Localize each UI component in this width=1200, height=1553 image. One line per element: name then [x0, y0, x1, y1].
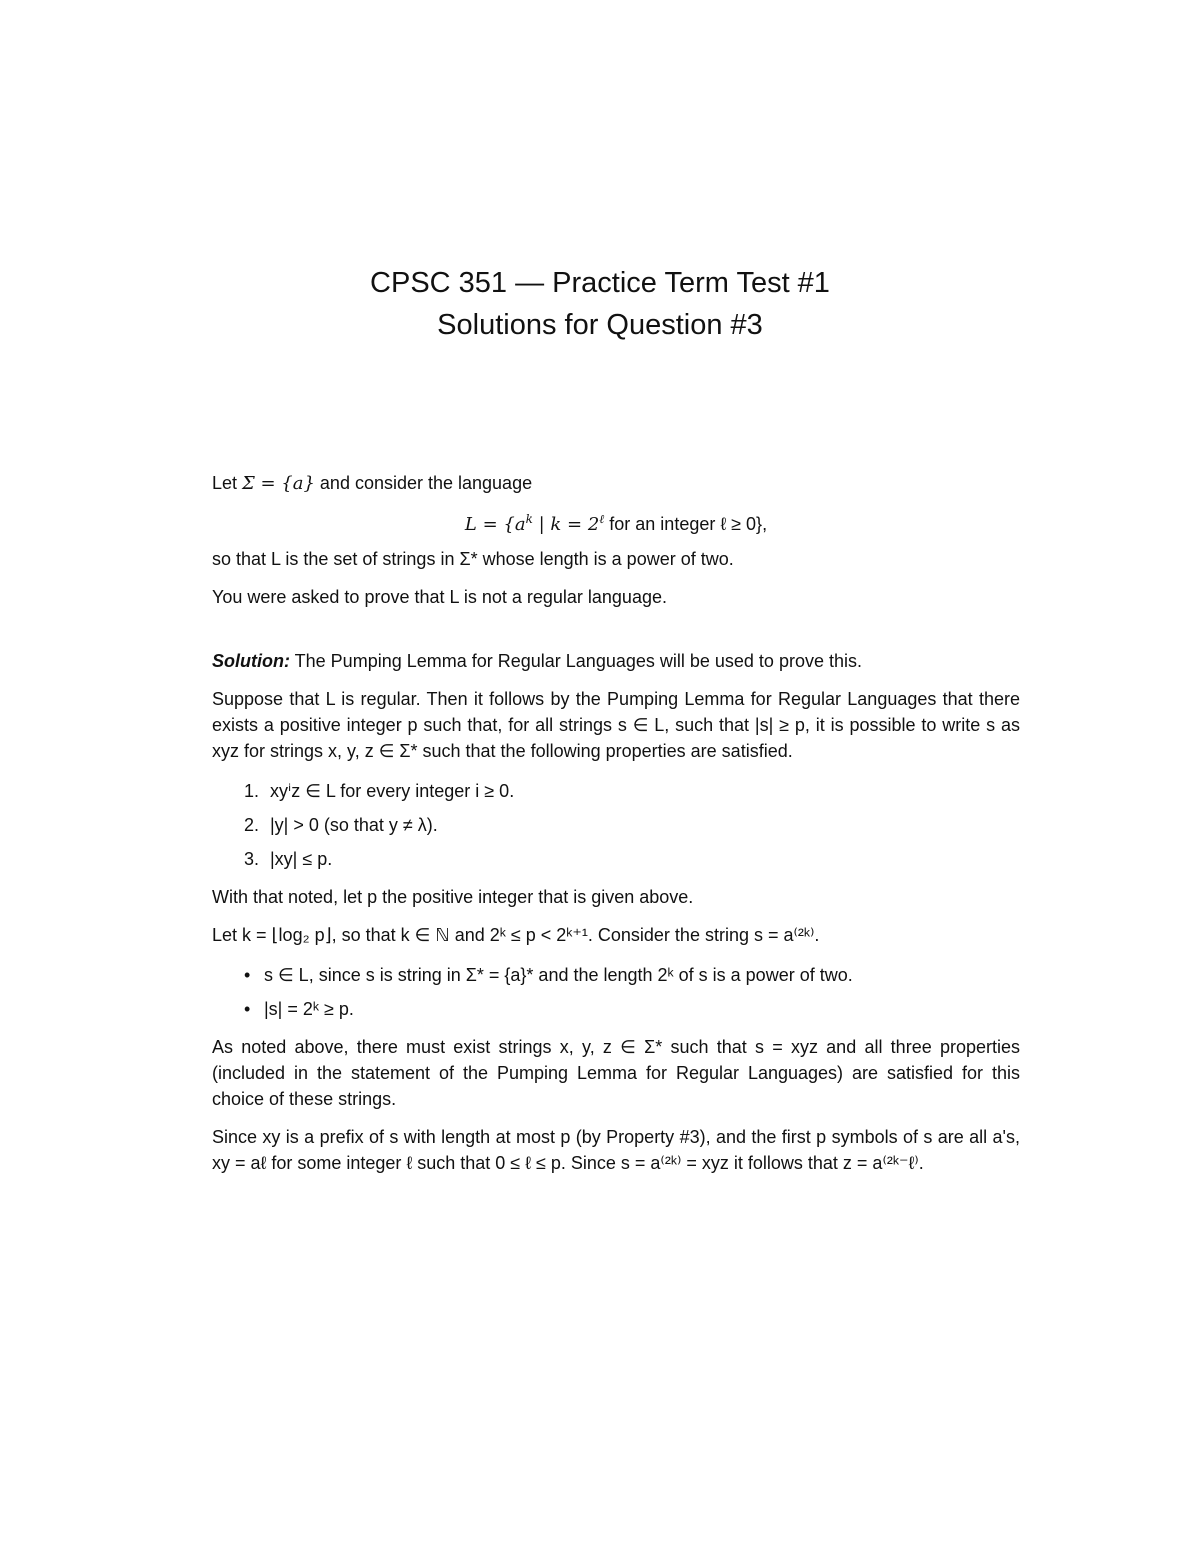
since-paragraph: Since xy is a prefix of s with length at most p (by Property #3), and the first p symbols of s are all a's, xy = aℓ for some integer ℓ such that 0 ≤ ℓ ≤ p. Since s = a⁽²ᵏ⁾ = xyz it follows that z = a⁽²ᵏ⁻ℓ⁾.	[212, 1127, 1020, 1173]
bullet-list	[212, 962, 1020, 1022]
bullet-item: • |s| = 2ᵏ ≥ p.	[264, 996, 1020, 1022]
as-noted-paragraph: As noted above, there must exist strings x, y, z ∈ Σ* such that s = xyz and all three properties (included in the statement of the Pumping Lemma for Regular Languages) are satisfied for this choice of these strings.	[212, 1037, 1020, 1109]
suppose-paragraph: Suppose that L is regular. Then it follows by the Pumping Lemma for Regular Languages that there exists a positive integer p such that, for all strings s ∈ L, such that |s| ≥ p, it is possible to write s as xyz for strings x, y, z ∈ Σ* such that the following properties are satisfied.	[212, 689, 1020, 761]
property-item: 3. |xy| ≤ p.	[264, 846, 1020, 872]
intro-paragraph	[212, 470, 1020, 497]
let-k-paragraph: Let k = ⌊log₂ p⌋, so that k ∈ ℕ and 2ᵏ ≤ p < 2ᵏ⁺¹. Consider the string s = a⁽²ᵏ⁾.	[212, 925, 820, 945]
sigma-definition: Σ = {a}	[242, 473, 315, 494]
intro-suffix: and consider the language	[314, 473, 533, 493]
title-line-1: CPSC 351 — Practice Term Test #1	[370, 267, 830, 299]
with-that-paragraph: With that noted, let p the positive integer that is given above.	[212, 887, 694, 907]
properties-list	[212, 778, 1020, 872]
property-item: 1. xyⁱz ∈ L for every integer i ≥ 0.	[264, 778, 1020, 804]
language-definition	[212, 511, 1020, 538]
lang-part-c: for an integer ℓ ≥ 0},	[604, 514, 768, 534]
solution-lead-paragraph	[212, 648, 1020, 674]
lang-part-b: | k = 2	[532, 514, 600, 535]
document-title	[0, 262, 1200, 346]
intro-prefix: Let	[212, 473, 243, 493]
bullet-item: • s ∈ L, since s is string in Σ* = {a}* and the length 2ᵏ of s is a power of two.	[264, 962, 1020, 988]
lang-part-a: L = {a	[464, 514, 526, 535]
property-item: 2. |y| > 0 (so that y ≠ λ).	[264, 812, 1020, 838]
title-line-2: Solutions for Question #3	[437, 309, 763, 341]
solution-lead: The Pumping Lemma for Regular Languages will be used to prove this.	[289, 651, 862, 671]
lang-exp-l: ℓ	[599, 512, 605, 526]
document-body	[212, 470, 1020, 1176]
asked-paragraph: You were asked to prove that L is not a regular language.	[212, 587, 667, 607]
so-that-paragraph: so that L is the set of strings in Σ* whose length is a power of two.	[212, 549, 734, 569]
lang-exp-k: k	[525, 512, 533, 526]
solution-label: Solution:	[212, 651, 290, 671]
